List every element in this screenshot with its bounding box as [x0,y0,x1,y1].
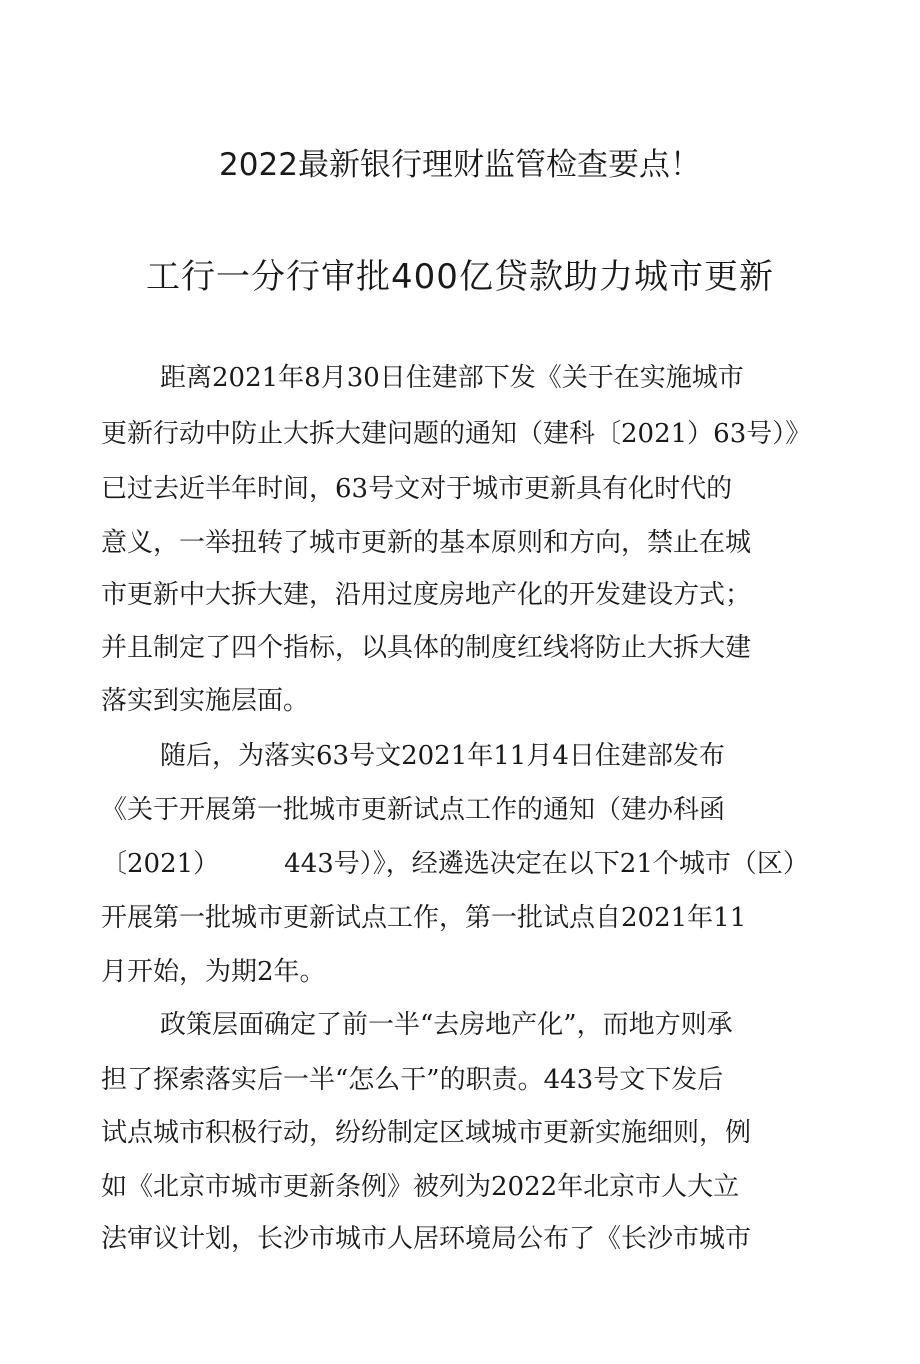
paragraph-line: 月开始，为期2年。 [101,957,326,987]
document-subtitle: 工行一分行审批400亿贷款助力城市更新 [146,257,774,297]
paragraph-line: 如《北京市城市更新条例》被列为2022年北京市人大立 [101,1172,740,1202]
paragraph-line: 政策层面确定了前一半“去房地产化”，而地方则承 [160,1010,733,1040]
paragraph-line: 距离2021年8月30日住建部下发《关于在实施城市 [160,363,744,393]
paragraph-line: 随后，为落实63号文2021年11月4日住建部发布 [160,741,725,771]
paragraph-line: 法审议计划，长沙市城市人居环境局公布了《长沙市城市 [101,1224,752,1254]
paragraph-line: 市更新中大拆大建，沿用过度房地产化的开发建设方式； [101,580,752,610]
document-title: 2022最新银行理财监管检查要点！ [219,147,701,183]
paragraph-line: 意义，一举扭转了城市更新的基本原则和方向，禁止在城 [101,528,752,558]
paragraph-line: 担了探索落实后一半“怎么干”的职责。443号文下发后 [101,1065,724,1095]
paragraph-line: 〔2021） 443号）》，经遴选决定在以下21个城市（区） [101,849,809,879]
paragraph-line: 已过去近半年时间，63号文对于城市更新具有化时代的 [101,474,733,504]
paragraph-line: 并且制定了四个指标，以具体的制度红线将防止大拆大建 [101,633,752,663]
paragraph-line: 开展第一批城市更新试点工作，第一批试点自2021年11 [101,903,747,933]
paragraph-line: 试点城市积极行动，纷纷制定区域城市更新实施细则，例 [101,1118,752,1148]
paragraph-line: 《关于开展第一批城市更新试点工作的通知（建办科函 [101,795,726,825]
paragraph-line: 更新行动中防止大拆大建问题的通知（建科〔2021）63号）》 [101,419,812,449]
paragraph-line: 落实到实施层面。 [101,686,310,716]
